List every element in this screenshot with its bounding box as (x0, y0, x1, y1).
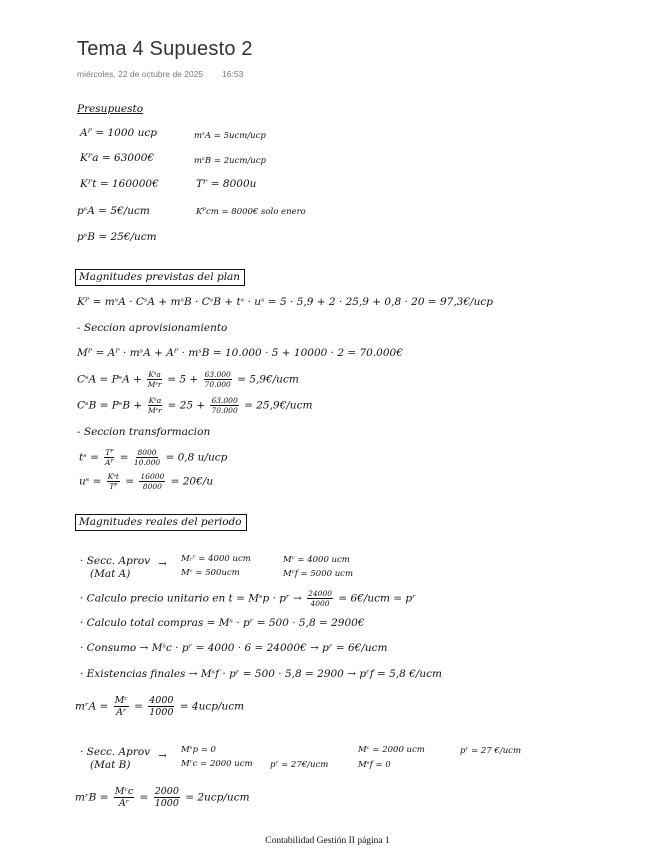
csa-formula: CˢA = PˢA + $\frac{\text{Kˢa}}{\text{Mˢr}}$ = 5 + $\frac{63.000}{70.000}$ = 5,9€/ucm (77, 370, 299, 389)
mat-a-r3: Mᶜ = 4000 ucm (283, 555, 350, 565)
mat-b-label: (Mat B) (90, 759, 131, 771)
budget-kcm: Kᴾcm = 8000€ solo enero (196, 207, 306, 217)
mat-a-r2: Mᶜ = 500ucm (181, 568, 240, 578)
previstas-heading: Magnitudes previstas del plan (75, 269, 245, 286)
mat-a-r1: Mᵣʳ = 4000 ucm (181, 554, 251, 564)
page-meta (77, 69, 243, 79)
page-date: miércoles, 22 de octubre de 2025 (77, 69, 204, 79)
reales-heading: Magnitudes reales del periodo (75, 514, 247, 531)
calc-precio: · Calculo precio unitario en t = Mˢp · pʳ → $\frac{24000}{4000}$ = 6€/ucm = pʳ (80, 589, 416, 608)
secc-aprov-b-label: · Secc. Aprov (80, 746, 151, 758)
budget-tp: Tᴾ = 8000u (196, 178, 257, 190)
page-title: Tema 4 Supuesto 2 (77, 38, 253, 60)
mat-a-r4: Mᶜf = 5000 ucm (283, 569, 354, 579)
consumo: · Consumo → Mˢc · pʳ = 4000 · 6 = 24000€ → pʳ = 6€/ucm (80, 642, 388, 654)
mat-b-r5: pʳ = 27 €/ucm (460, 746, 522, 756)
budget-ka: Kᴾa = 63000€ (80, 152, 155, 164)
budget-psa: pˢA = 5€/ucm (77, 205, 150, 217)
arrow-icon-b: → (158, 750, 167, 762)
mat-b-r4: Mᶜ = 2000 ucm (358, 745, 425, 755)
ts-formula: tˢ = $\frac{\text{Tᴾ}}{\text{Aᴾ}}$ = $\frac{8000}{10.000}$ = 0,8 u/ucp (79, 448, 228, 467)
csb-formula: CˢB = PˢB + $\frac{\text{Kˢa}}{\text{Mˢr}}$ = 25 + $\frac{63.000}{70.000}$ = 25,9€/ucm (77, 396, 313, 415)
arrow-icon: → (158, 558, 167, 570)
secc-aprov-title: - Seccion aprovisionamiento (77, 322, 228, 334)
calc-total: · Calculo total compras = Mˢ · pʳ = 500 · 5,8 = 2900€ (80, 617, 365, 629)
secc-aprov-a-label: · Secc. Aprov (80, 555, 151, 567)
mat-b-r6: Mˢf = 0 (358, 760, 391, 770)
budget-msb: mˢB = 2ucm/ucp (194, 156, 266, 166)
presupuesto-heading: Presupuesto (77, 103, 144, 115)
page-time: 16:53 (222, 69, 244, 79)
mp-formula: Mᴾ = Aᴾ · mˢA + Aᴾ · mˢB = 10.000 · 5 + 10000 · 2 = 70.000€ (77, 347, 403, 359)
budget-psb: pˢB = 25€/ucm (77, 231, 157, 243)
mat-b-r3: pʳ = 27€/ucm (270, 760, 329, 770)
mat-b-r1: Mˢp = 0 (181, 745, 216, 755)
us-formula: uˢ = $\frac{\text{Kˢt}}{\text{Tᴾ}}$ = $\frac{16000}{8000}$ = 20€/u (79, 472, 214, 491)
budget-kt: Kᴾt = 160000€ (80, 178, 159, 190)
kp-formula: Kᴾ = mˢA · CˢA + mˢB · CˢB + tˢ · uˢ = 5 · 5,9 + 2 · 25,9 + 0,8 · 20 = 97,3€/ucp (77, 296, 493, 308)
mrb-formula: mʳB = $\frac{\text{Mᶜc}}{\text{Aʳ}}$ = $\frac{2000}{1000}$ = 2ucp/ucm (75, 786, 250, 809)
mat-a-label: (Mat A) (90, 568, 131, 580)
existencias: · Existencias finales → Mˢf · pʳ = 500 · 5,8 = 2900 → pʳf = 5,8 €/ucm (80, 668, 442, 680)
budget-a: Aᴾ = 1000 ucp (80, 127, 157, 139)
budget-msa: mˢA = 5ucm/ucp (194, 131, 266, 141)
page-footer: Contabilidad Gestión II página 1 (265, 836, 390, 846)
mat-b-r2: Mʳc = 2000 ucm (181, 759, 253, 769)
mra-formula: mʳA = $\frac{\text{Mᶜ}}{\text{Aʳ}}$ = $\frac{4000}{1000}$ = 4ucp/ucm (75, 695, 245, 718)
secc-trans-title: - Seccion transformacion (77, 426, 211, 438)
